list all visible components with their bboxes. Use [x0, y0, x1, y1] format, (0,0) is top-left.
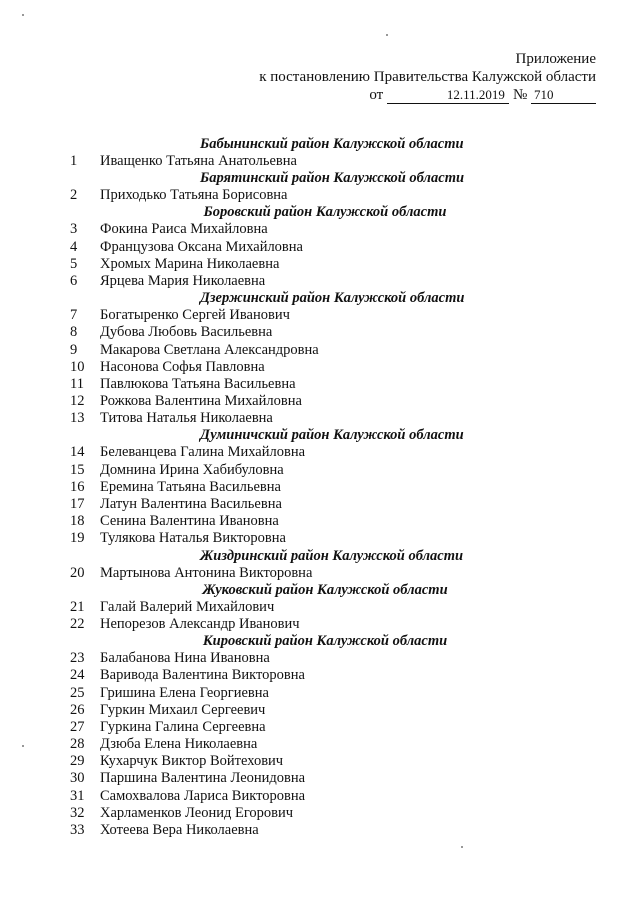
person-name: Харламенков Леонид Егорович	[100, 804, 294, 821]
person-name: Мартынова Антонина Викторовна	[100, 564, 313, 581]
district-heading: Кировский район Калужской области	[202, 633, 448, 650]
person-name: Павлюкова Татьяна Васильевна	[100, 375, 296, 392]
district-heading: Барятинский район Калужской области	[200, 170, 465, 187]
scan-speck	[22, 745, 24, 747]
item-number: 27	[70, 718, 85, 735]
list-item	[70, 685, 600, 702]
list-item	[70, 736, 600, 753]
person-name: Домнина Ирина Хабибуловна	[100, 461, 284, 478]
person-name: Фокина Раиса Михайловна	[100, 221, 268, 238]
appendix-title: Приложение	[515, 51, 596, 67]
person-name: Варивода Валентина Викторовна	[100, 667, 305, 684]
item-number: 1	[70, 153, 78, 169]
item-number: 19	[70, 530, 85, 547]
person-name: Ярцева Мария Николаевна	[100, 272, 266, 289]
person-name: Белеванцева Галина Михайловна	[100, 444, 306, 461]
list-item	[70, 153, 600, 170]
item-number: 30	[70, 770, 85, 787]
list-item	[70, 479, 600, 496]
person-name: Балабанова Нина Ивановна	[100, 650, 270, 667]
list-item	[70, 307, 600, 324]
item-number: 4	[70, 238, 78, 255]
person-name: Галай Валерий Михайлович	[100, 598, 275, 615]
person-name: Богатыренко Сергей Иванович	[100, 307, 290, 324]
item-number: 33	[70, 822, 85, 838]
person-name: Паршина Валентина Леонидовна	[100, 770, 306, 787]
item-number: 18	[70, 513, 85, 530]
list-item	[70, 599, 600, 616]
item-number: 13	[70, 410, 85, 427]
district-heading: Дзержинский район Калужской области	[200, 290, 465, 307]
item-number: 22	[70, 615, 85, 632]
item-number: 6	[70, 272, 78, 289]
item-number: 12	[70, 393, 85, 410]
item-number: 24	[70, 667, 85, 684]
scan-speck	[461, 846, 463, 848]
date-prefix: от	[369, 87, 384, 103]
district-heading: Жуковский район Калужской области	[202, 581, 448, 598]
list-item	[70, 376, 600, 393]
item-number: 31	[70, 787, 85, 804]
item-number: 2	[70, 187, 78, 204]
list-item	[70, 324, 600, 341]
item-number: 29	[70, 753, 85, 770]
person-name: Французова Оксана Михайловна	[100, 238, 303, 255]
person-name: Еремина Татьяна Васильевна	[100, 478, 281, 495]
item-number: 21	[70, 598, 85, 615]
appendix-header	[259, 50, 596, 104]
item-number: 9	[70, 341, 78, 358]
item-number: 25	[70, 684, 85, 701]
district-heading: Жиздринский район Калужской области	[200, 547, 464, 564]
list-item	[70, 359, 600, 376]
list-item	[70, 753, 600, 770]
item-number: 8	[70, 324, 78, 341]
list-item	[70, 788, 600, 805]
item-number: 16	[70, 478, 85, 495]
person-name: Рожкова Валентина Михайловна	[100, 393, 302, 410]
list-item	[70, 444, 600, 461]
item-number: 26	[70, 701, 85, 718]
person-name: Дзюба Елена Николаевна	[100, 736, 258, 753]
person-name: Гуркина Галина Сергеевна	[100, 718, 266, 735]
list-item	[70, 650, 600, 667]
list-item	[70, 667, 600, 684]
list-item	[70, 513, 600, 530]
district-heading: Боровский район Калужской области	[203, 204, 447, 221]
district-heading: Думиничский район Калужской области	[200, 427, 464, 444]
number-sign: №	[512, 87, 528, 103]
person-name: Латун Валентина Васильевна	[100, 496, 282, 512]
list-item	[70, 410, 600, 427]
person-name: Сенина Валентина Ивановна	[100, 513, 279, 530]
resolution-number: 710	[531, 87, 596, 104]
person-name: Самохвалова Лариса Викторовна	[100, 787, 306, 804]
item-number: 14	[70, 444, 85, 461]
person-name: Макарова Светлана Александровна	[100, 341, 319, 358]
scan-speck	[386, 34, 388, 36]
item-number: 15	[70, 461, 85, 478]
person-name: Иващенко Татьяна Анатольевна	[100, 153, 297, 169]
list-item	[70, 719, 600, 736]
item-number: 32	[70, 804, 85, 821]
item-number: 28	[70, 736, 85, 753]
list-item	[70, 273, 600, 290]
list-item	[70, 616, 600, 633]
people-list	[70, 136, 600, 839]
item-number: 11	[70, 375, 84, 392]
person-name: Тулякова Наталья Викторовна	[100, 530, 286, 547]
item-number: 20	[70, 564, 85, 581]
person-name: Насонова Софья Павловна	[100, 358, 265, 375]
list-item	[70, 221, 600, 238]
item-number: 3	[70, 221, 78, 238]
list-item	[70, 565, 600, 582]
list-item	[70, 239, 600, 256]
list-item	[70, 770, 600, 787]
item-number: 10	[70, 358, 85, 375]
person-name: Титова Наталья Николаевна	[100, 410, 273, 427]
list-item	[70, 393, 600, 410]
item-number: 17	[70, 496, 85, 512]
item-number: 7	[70, 307, 78, 324]
list-item	[70, 702, 600, 719]
district-heading: Бабынинский район Калужской области	[200, 136, 464, 152]
scan-speck	[22, 14, 24, 16]
person-name: Гуркин Михаил Сергеевич	[100, 701, 266, 718]
person-name: Гришина Елена Георгиевна	[100, 684, 269, 701]
resolution-date: 12.11.2019	[387, 87, 509, 104]
list-item	[70, 822, 600, 839]
person-name: Кухарчук Виктор Войтехович	[100, 753, 284, 770]
person-name: Дубова Любовь Васильевна	[100, 324, 273, 341]
list-item	[70, 496, 600, 513]
list-item	[70, 805, 600, 822]
list-item	[70, 342, 600, 359]
item-number: 23	[70, 650, 85, 667]
list-item	[70, 187, 600, 204]
list-item	[70, 530, 600, 547]
list-item	[70, 462, 600, 479]
person-name: Приходько Татьяна Борисовна	[100, 187, 288, 204]
resolution-reference: к постановлению Правительства Калужской области	[259, 69, 596, 85]
item-number: 5	[70, 255, 78, 272]
list-item	[70, 256, 600, 273]
person-name: Хотеева Вера Николаевна	[100, 822, 259, 838]
resolution-date-number	[259, 86, 596, 104]
person-name: Хромых Марина Николаевна	[100, 255, 280, 272]
person-name: Непорезов Александр Иванович	[100, 615, 300, 632]
